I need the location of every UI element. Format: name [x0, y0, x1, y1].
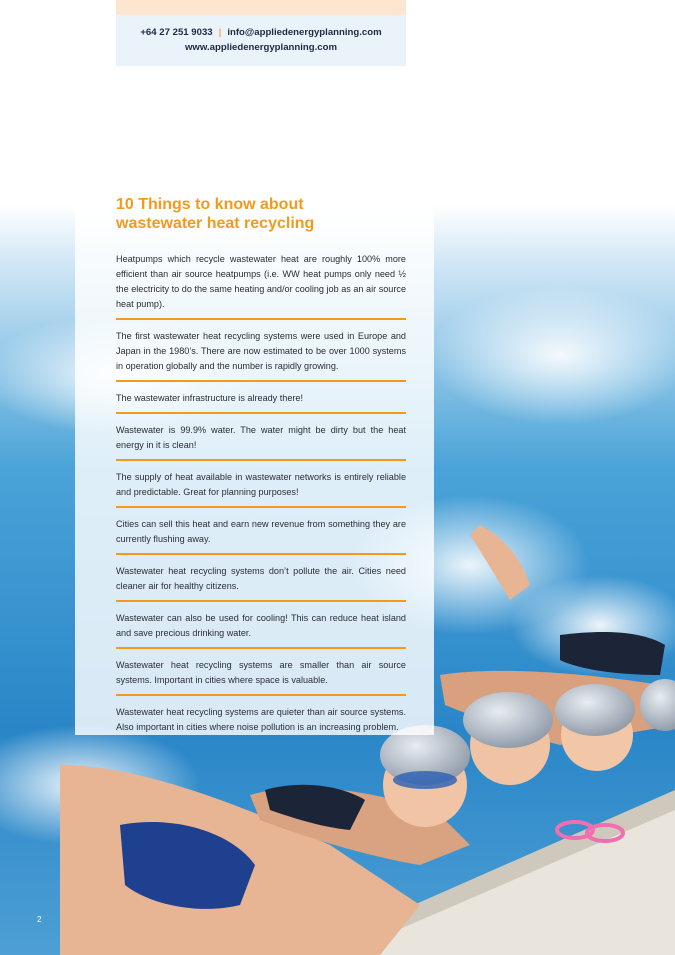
item-divider: [116, 647, 406, 649]
title-line-1: 10 Things to know about: [116, 196, 304, 213]
list-item: Heatpumps which recycle wastewater heat are roughly 100% more efficient than air source heatpumps (i.e. WW heat pumps only need ½ the electricity to do the same heating and/or cooling job as an air source heat pump).: [116, 254, 406, 309]
list-item: The wastewater infrastructure is already there!: [116, 393, 304, 403]
list-item: Wastewater can also be used for cooling! This can reduce heat island and save precious drinking water.: [116, 613, 406, 638]
item-divider: [116, 506, 406, 508]
header-accent-bar: [116, 0, 406, 15]
phone-number[interactable]: +64 27 251 9033: [140, 27, 213, 38]
things-list: [116, 252, 406, 735]
contact-separator: |: [218, 27, 222, 38]
contact-header: [116, 0, 406, 66]
item-divider: [116, 553, 406, 555]
contact-line: [116, 27, 406, 38]
list-item: Wastewater heat recycling systems are smaller than air source systems. Important in cities where space is valuable.: [116, 660, 406, 685]
item-divider: [116, 600, 406, 602]
item-divider: [116, 380, 406, 382]
website-link[interactable]: www.appliedenergyplanning.com: [184, 42, 338, 53]
list-item: Wastewater heat recycling systems don’t pollute the air. Cities need cleaner air for healthy citizens.: [116, 566, 406, 591]
list-item: Wastewater heat recycling systems are quieter than air source systems. Also important in cities where noise pollution is an increasing problem.: [116, 707, 406, 732]
page-number: 2: [37, 915, 42, 924]
item-divider: [116, 318, 406, 320]
list-item: Wastewater is 99.9% water. The water might be dirty but the heat energy in it is clean!: [116, 425, 406, 450]
item-divider: [116, 412, 406, 414]
email-link[interactable]: info@appliedenergyplanning.com: [227, 27, 382, 38]
list-item: The first wastewater heat recycling systems were used in Europe and Japan in the 1980’s. There are now estimated to be over 1000 systems in operation globally and the number is rapidly growing.: [116, 331, 406, 371]
item-divider: [116, 459, 406, 461]
title-line-2: wastewater heat recycling: [116, 215, 315, 232]
list-item: The supply of heat available in wastewater networks is entirely reliable and predictable. Great for planning purposes!: [116, 472, 406, 497]
item-divider: [116, 694, 406, 696]
article-title: [116, 195, 416, 233]
list-item: Cities can sell this heat and earn new revenue from something they are currently flushing away.: [116, 519, 406, 544]
